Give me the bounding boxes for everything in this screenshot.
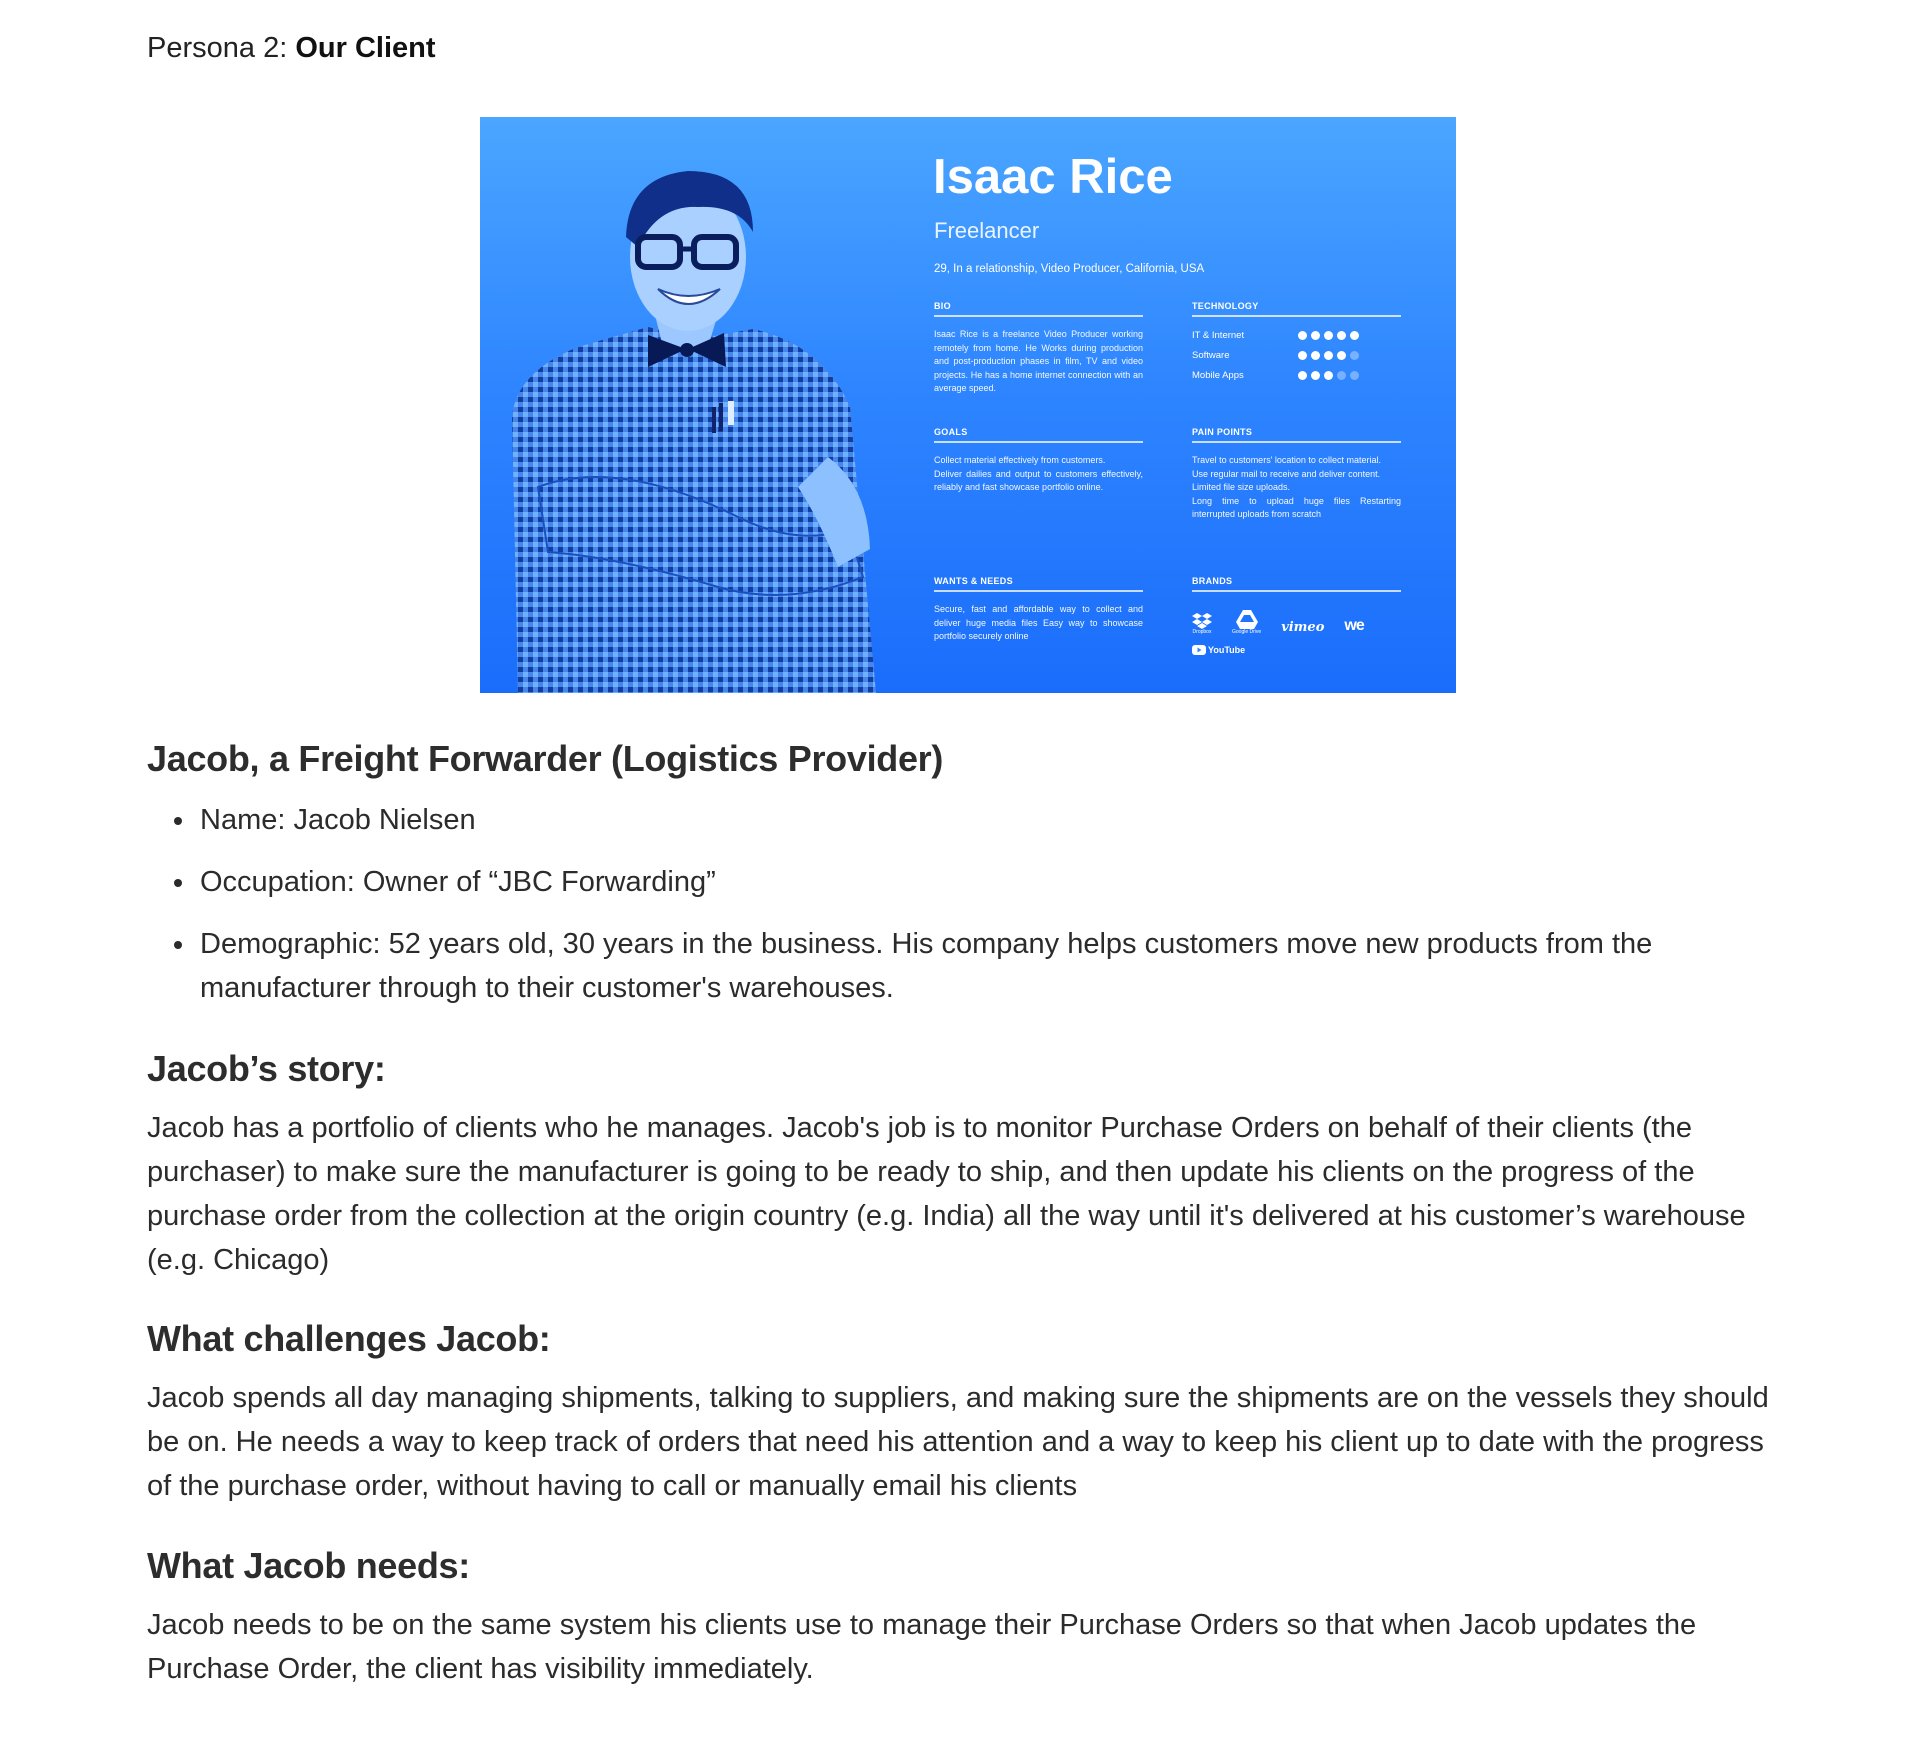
challenges-paragraph: Jacob spends all day managing shipments, talking to suppliers, and making sure the shipments are on the vessels they should be on. He needs a way to keep track of orders that need his attention and a way to keep his client up to date with the progress of the purchase order, without having to call or manually email his clients xyxy=(147,1382,1769,1502)
youtube-icon xyxy=(1192,645,1206,655)
rating-dot-empty xyxy=(1337,371,1346,380)
technology-label: Software xyxy=(1192,349,1230,361)
section-heading-needs: What Jacob needs: xyxy=(147,1545,470,1586)
rating-dots xyxy=(1298,331,1359,340)
rating-dots xyxy=(1298,351,1359,360)
persona-card-name: Isaac Rice xyxy=(933,150,1173,204)
persona-photo xyxy=(498,157,888,693)
rating-dot-filled xyxy=(1350,331,1359,340)
rating-dot-filled xyxy=(1298,351,1307,360)
persona-prefix: Persona 2: xyxy=(147,32,288,64)
card-goals-text xyxy=(934,454,1143,495)
rating-dot-filled xyxy=(1324,331,1333,340)
persona-card-role: Freelancer xyxy=(934,218,1040,243)
card-technology-title: TECHNOLOGY xyxy=(1192,301,1401,317)
technology-label: Mobile Apps xyxy=(1192,369,1244,381)
card-goals xyxy=(934,427,1143,495)
list-item: Name: Jacob Nielsen xyxy=(147,798,1707,842)
rating-dot-filled xyxy=(1311,331,1320,340)
card-brands xyxy=(1192,576,1401,655)
card-wants-needs-text: Secure, fast and affordable way to collect and deliver huge media files Easy way to showcase portfolio securely online xyxy=(934,604,1143,641)
dropbox-icon xyxy=(1192,613,1212,629)
story-paragraph: Jacob has a portfolio of clients who he manages. Jacob's job is to monitor Purchase Orders on behalf of their clients (the purchaser) to make sure the manufacturer is going to be ready to ship, and then update his clients on the progress of the purchase order from the collection at the origin country (e.g. India) all the way until it's delivered at his customer’s warehouse (e.g. Chicago) xyxy=(147,1112,1746,1276)
card-goals-title: GOALS xyxy=(934,427,1143,443)
technology-row xyxy=(1192,325,1401,345)
pain-point-line: Travel to customers' location to collect material. xyxy=(1192,455,1381,465)
rating-dot-filled xyxy=(1324,351,1333,360)
wetransfer-logo: we xyxy=(1344,617,1364,634)
goal-line: Deliver dailies and output to customers effectively, reliably and fast showcase portfolio online. xyxy=(934,468,1143,492)
goal-line: Collect material effectively from customers. xyxy=(934,455,1106,465)
rating-dot-filled xyxy=(1311,371,1320,380)
technology-row xyxy=(1192,365,1401,385)
card-bio-title: BIO xyxy=(934,301,1143,317)
pain-point-line: Limited file size uploads. xyxy=(1192,482,1291,492)
pain-point-line: Use regular mail to receive and deliver content. xyxy=(1192,468,1381,479)
rating-dot-filled xyxy=(1337,331,1346,340)
brand-logos xyxy=(1192,610,1401,635)
rating-dot-filled xyxy=(1324,371,1333,380)
rating-dot-filled xyxy=(1337,351,1346,360)
card-pain-points-title: PAIN POINTS xyxy=(1192,427,1401,443)
technology-row xyxy=(1192,345,1401,365)
card-bio-text: Isaac Rice is a freelance Video Producer working remotely from home. He Works during production and post-production phases in film, TV and video projects. He has a home internet connection with an average speed. xyxy=(934,329,1143,393)
google-drive-icon xyxy=(1236,610,1258,629)
card-bio xyxy=(934,301,1143,396)
rating-dot-empty xyxy=(1350,351,1359,360)
card-brands-title: BRANDS xyxy=(1192,576,1401,592)
rating-dot-filled xyxy=(1298,331,1307,340)
vimeo-logo: vimeo xyxy=(1281,620,1325,635)
card-technology xyxy=(1192,301,1401,385)
persona-label xyxy=(147,32,436,65)
google-drive-logo xyxy=(1232,610,1261,635)
rating-dot-empty xyxy=(1350,371,1359,380)
list-item: Demographic: 52 years old, 30 years in the business. His company helps customers move new products from the manufacturer through to their customer's warehouses. xyxy=(147,922,1707,1010)
card-pain-points xyxy=(1192,427,1401,522)
rating-dots xyxy=(1298,371,1359,380)
section-heading-story: Jacob’s story: xyxy=(147,1048,386,1089)
dropbox-logo xyxy=(1192,613,1212,635)
persona-details-list xyxy=(147,798,1707,1028)
rating-dot-filled xyxy=(1311,351,1320,360)
card-pain-points-text xyxy=(1192,454,1401,522)
youtube-label: YouTube xyxy=(1208,645,1246,655)
persona-card-image xyxy=(480,117,1456,693)
needs-paragraph: Jacob needs to be on the same system his clients use to manage their Purchase Orders so that when Jacob updates the Purchase Order, the client has visibility immediately. xyxy=(147,1609,1697,1685)
youtube-logo xyxy=(1192,645,1401,655)
persona-card-meta: 29, In a relationship, Video Producer, California, USA xyxy=(934,263,1205,275)
google-drive-label: Google Drive xyxy=(1232,629,1262,635)
list-item: Occupation: Owner of “JBC Forwarding” xyxy=(147,860,1707,904)
section-heading-challenges: What challenges Jacob: xyxy=(147,1318,551,1359)
persona-name: Our Client xyxy=(295,32,436,64)
rating-dot-filled xyxy=(1298,371,1307,380)
dropbox-label: Dropbox xyxy=(1192,629,1212,635)
technology-rows xyxy=(1192,325,1401,385)
pain-point-line: Long time to upload huge files Restarting interrupted uploads from scratch xyxy=(1192,495,1401,519)
card-wants-needs xyxy=(934,576,1143,644)
section-heading-jacob: Jacob, a Freight Forwarder (Logistics Provider) xyxy=(147,738,944,779)
technology-label: IT & Internet xyxy=(1192,329,1245,341)
card-wants-needs-title: WANTS & NEEDS xyxy=(934,576,1143,592)
